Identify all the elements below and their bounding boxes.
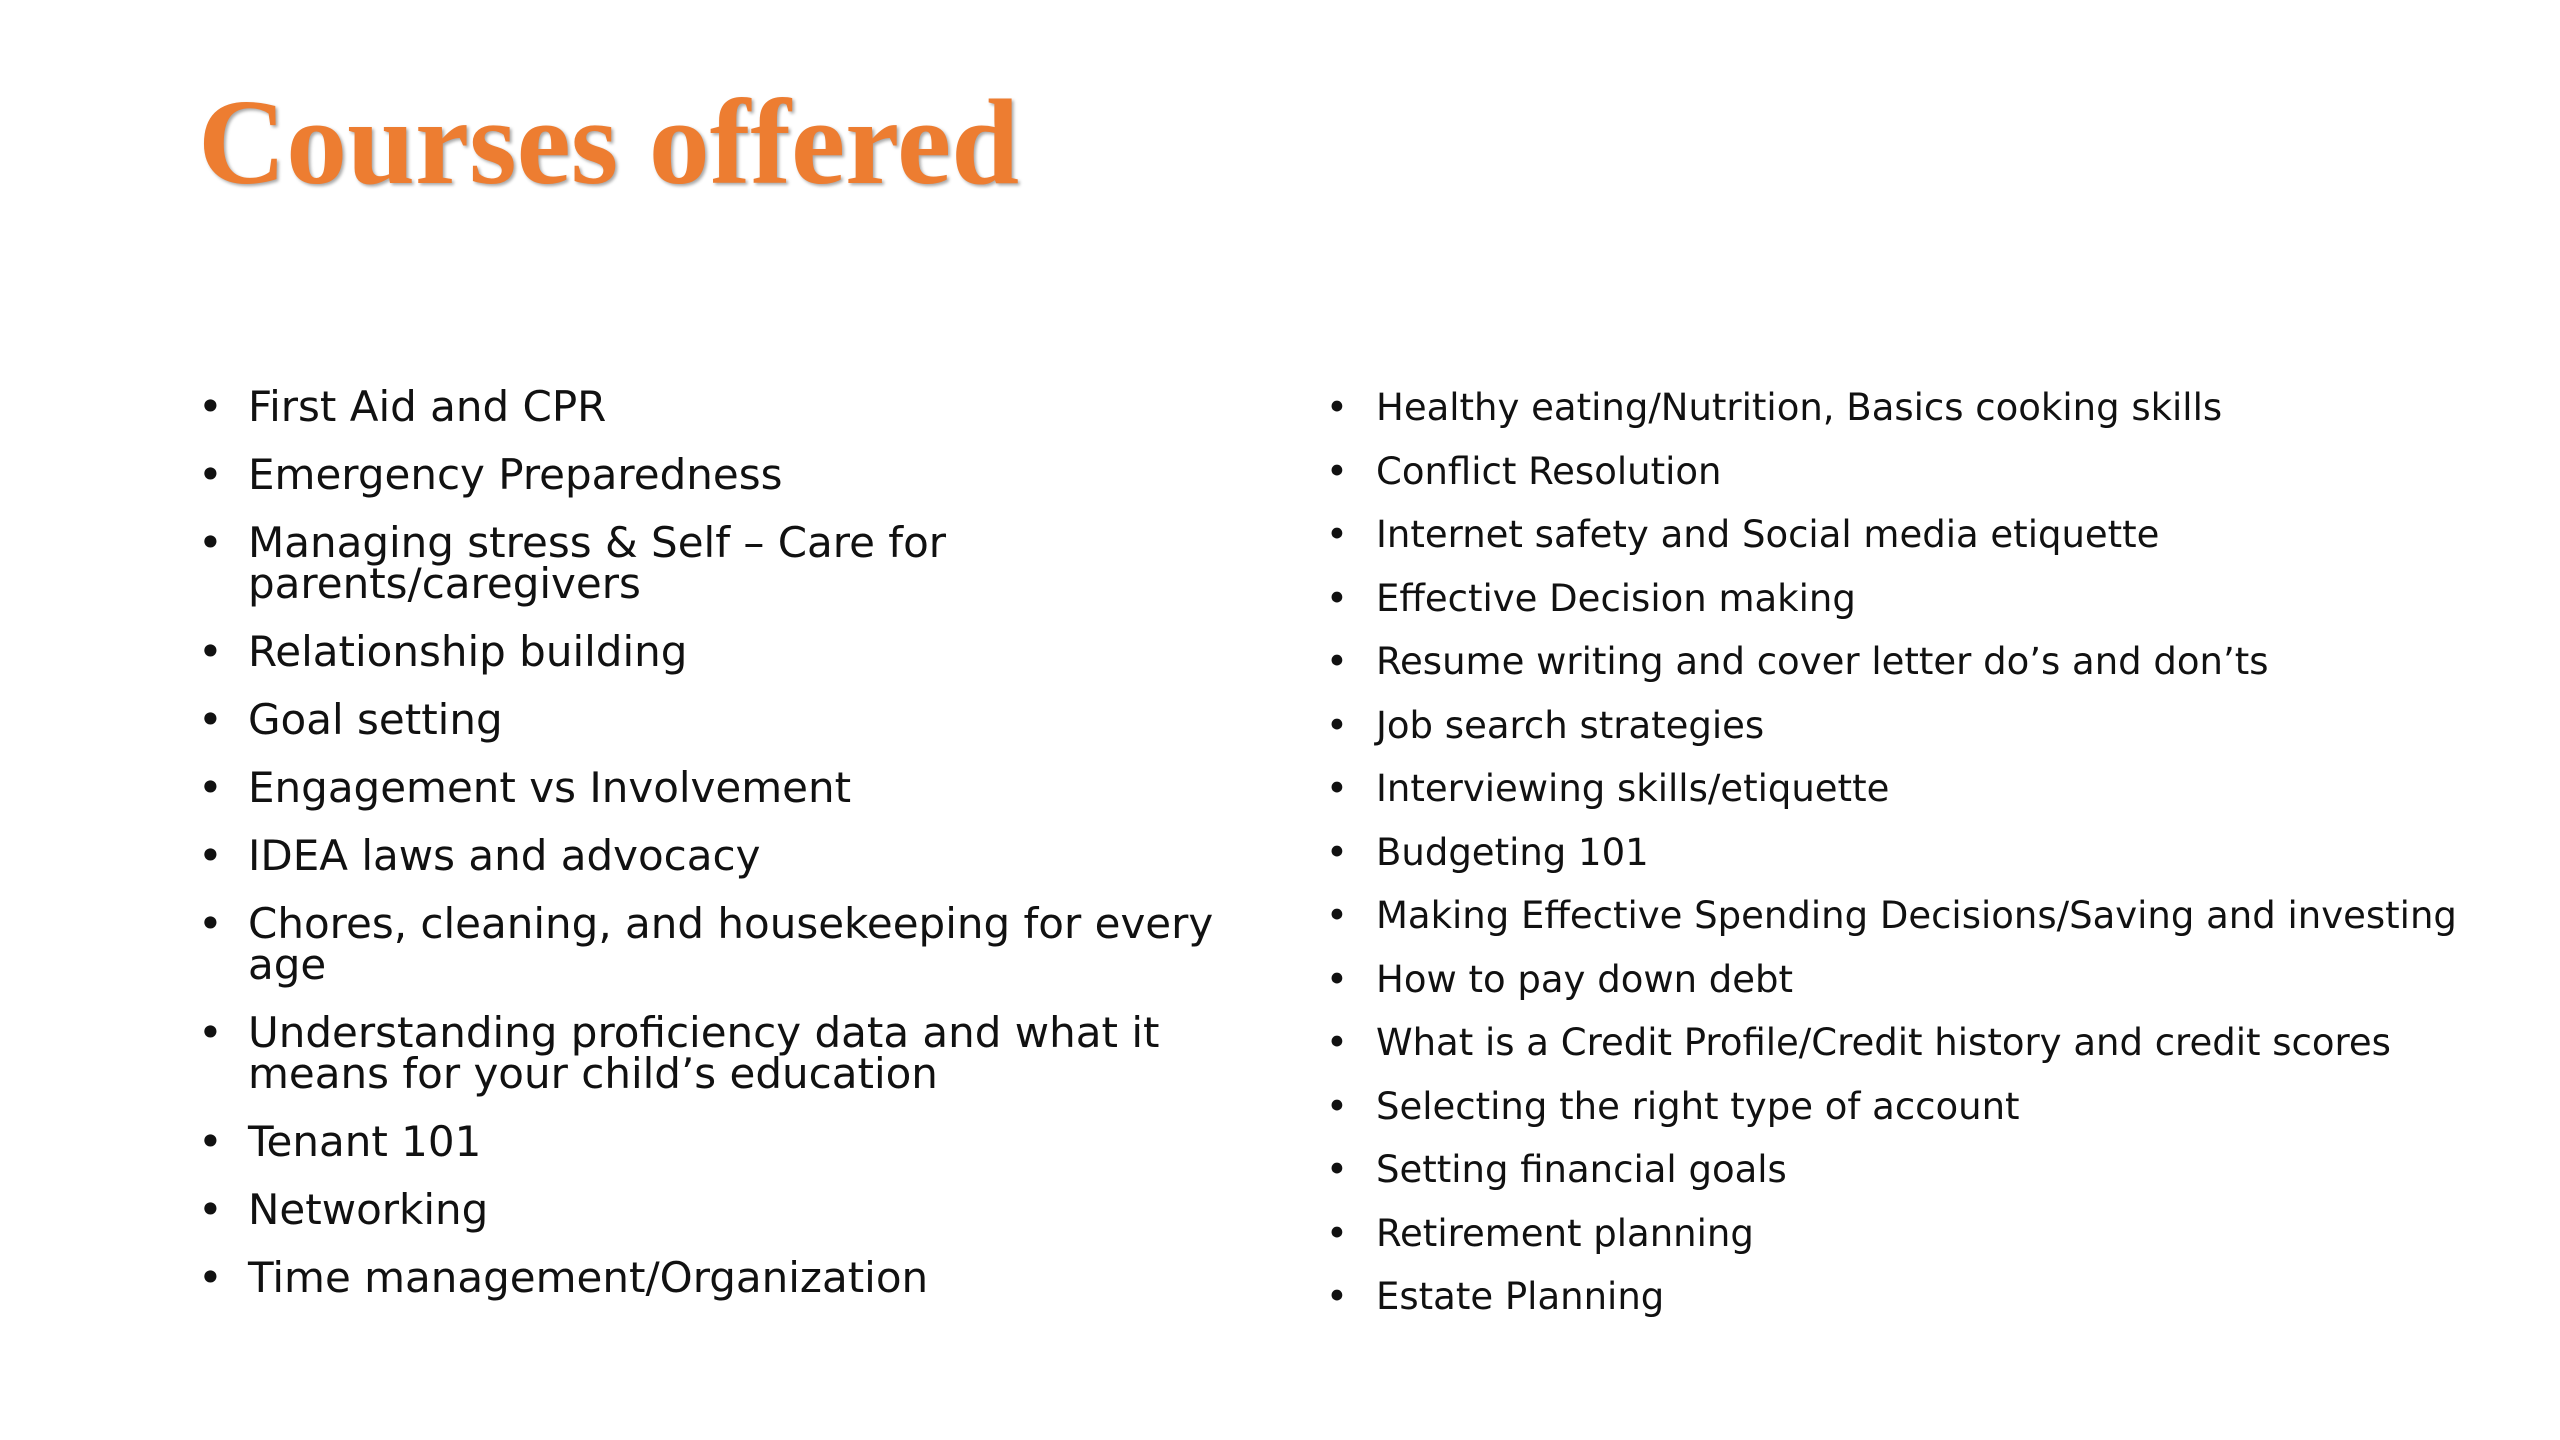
course-label: Time management/Organization bbox=[248, 1253, 929, 1302]
bullet-icon: • bbox=[198, 695, 223, 744]
bullet-icon: • bbox=[1326, 1021, 1348, 1064]
course-label: Relationship building bbox=[248, 627, 688, 676]
course-label: Retirement planning bbox=[1376, 1211, 1754, 1255]
bullet-icon: • bbox=[198, 627, 223, 676]
bullet-icon: • bbox=[1326, 640, 1348, 683]
course-label: Understanding proficiency data and what it means for your child’s education bbox=[248, 1008, 1160, 1098]
list-item bbox=[198, 1185, 1288, 1234]
course-label: Tenant 101 bbox=[248, 1117, 482, 1166]
bullet-icon: • bbox=[198, 1185, 223, 1234]
list-item bbox=[1326, 1212, 2526, 1256]
course-label: Selecting the right type of account bbox=[1376, 1084, 2020, 1128]
course-label: What is a Credit Profile/Credit history and credit scores bbox=[1376, 1021, 2391, 1064]
bullet-icon: • bbox=[1326, 957, 1348, 1001]
course-label: Conflict Resolution bbox=[1376, 449, 1722, 493]
course-label: Setting financial goals bbox=[1376, 1148, 1787, 1191]
course-label: Goal setting bbox=[248, 695, 503, 744]
list-item bbox=[1326, 831, 2526, 875]
bullet-icon: • bbox=[1326, 449, 1348, 493]
course-label: Interviewing skills/etiquette bbox=[1376, 767, 1890, 810]
course-label: Budgeting 101 bbox=[1376, 830, 1649, 874]
list-item bbox=[1326, 894, 2526, 938]
bullet-icon: • bbox=[1326, 576, 1348, 620]
list-item bbox=[1326, 767, 2526, 811]
left-course-list bbox=[198, 382, 1288, 1325]
bullet-icon: • bbox=[1326, 1275, 1348, 1318]
course-label: Making Effective Spending Decisions/Saving and investing bbox=[1376, 894, 2457, 937]
list-item bbox=[198, 1008, 1288, 1098]
bullet-icon: • bbox=[1326, 1211, 1348, 1255]
list-item bbox=[198, 763, 1288, 812]
course-label: How to pay down debt bbox=[1376, 957, 1794, 1001]
bullet-icon: • bbox=[198, 899, 223, 948]
bullet-icon: • bbox=[198, 1008, 223, 1057]
list-item bbox=[1326, 640, 2526, 684]
list-item bbox=[198, 695, 1288, 744]
list-item bbox=[1326, 958, 2526, 1002]
bullet-icon: • bbox=[198, 450, 223, 499]
list-item bbox=[198, 518, 1288, 608]
course-label: Job search strategies bbox=[1376, 703, 1765, 747]
list-item bbox=[1326, 577, 2526, 621]
bullet-icon: • bbox=[1326, 830, 1348, 874]
course-label: Estate Planning bbox=[1376, 1275, 1665, 1318]
list-item bbox=[1326, 1275, 2526, 1319]
bullet-icon: • bbox=[1326, 386, 1348, 429]
list-item bbox=[198, 831, 1288, 880]
bullet-icon: • bbox=[198, 1117, 223, 1166]
list-item bbox=[1326, 1085, 2526, 1129]
slide-title: Courses offered bbox=[198, 75, 1020, 210]
bullet-icon: • bbox=[1326, 1148, 1348, 1191]
course-label: Internet safety and Social media etiquette bbox=[1376, 513, 2160, 556]
course-label: First Aid and CPR bbox=[248, 382, 607, 431]
bullet-icon: • bbox=[1326, 513, 1348, 556]
course-label: Chores, cleaning, and housekeeping for every age bbox=[248, 899, 1214, 989]
course-label: Emergency Preparedness bbox=[248, 450, 783, 499]
bullet-icon: • bbox=[198, 518, 223, 567]
list-item bbox=[198, 450, 1288, 499]
course-label: IDEA laws and advocacy bbox=[248, 831, 761, 880]
course-label: Networking bbox=[248, 1185, 489, 1234]
bullet-icon: • bbox=[1326, 767, 1348, 810]
list-item bbox=[198, 899, 1288, 989]
bullet-icon: • bbox=[198, 1253, 223, 1302]
list-item bbox=[198, 382, 1288, 431]
course-label: Effective Decision making bbox=[1376, 576, 1856, 620]
bullet-icon: • bbox=[198, 763, 223, 812]
list-item bbox=[1326, 1021, 2526, 1065]
bullet-icon: • bbox=[198, 382, 223, 431]
course-label: Engagement vs Involvement bbox=[248, 763, 852, 812]
right-course-list bbox=[1326, 386, 2526, 1339]
course-label: Managing stress & Self – Care for parents/caregivers bbox=[248, 518, 947, 608]
list-item bbox=[1326, 513, 2526, 557]
course-label: Healthy eating/Nutrition, Basics cooking skills bbox=[1376, 386, 2223, 429]
list-item bbox=[198, 1117, 1288, 1166]
bullet-icon: • bbox=[1326, 894, 1348, 937]
list-item bbox=[1326, 1148, 2526, 1192]
list-item bbox=[198, 627, 1288, 676]
bullet-icon: • bbox=[1326, 1084, 1348, 1128]
list-item bbox=[1326, 704, 2526, 748]
bullet-icon: • bbox=[1326, 703, 1348, 747]
list-item bbox=[1326, 450, 2526, 494]
bullet-icon: • bbox=[198, 831, 223, 880]
list-item bbox=[1326, 386, 2526, 430]
list-item bbox=[198, 1253, 1288, 1302]
course-label: Resume writing and cover letter do’s and don’ts bbox=[1376, 640, 2269, 683]
